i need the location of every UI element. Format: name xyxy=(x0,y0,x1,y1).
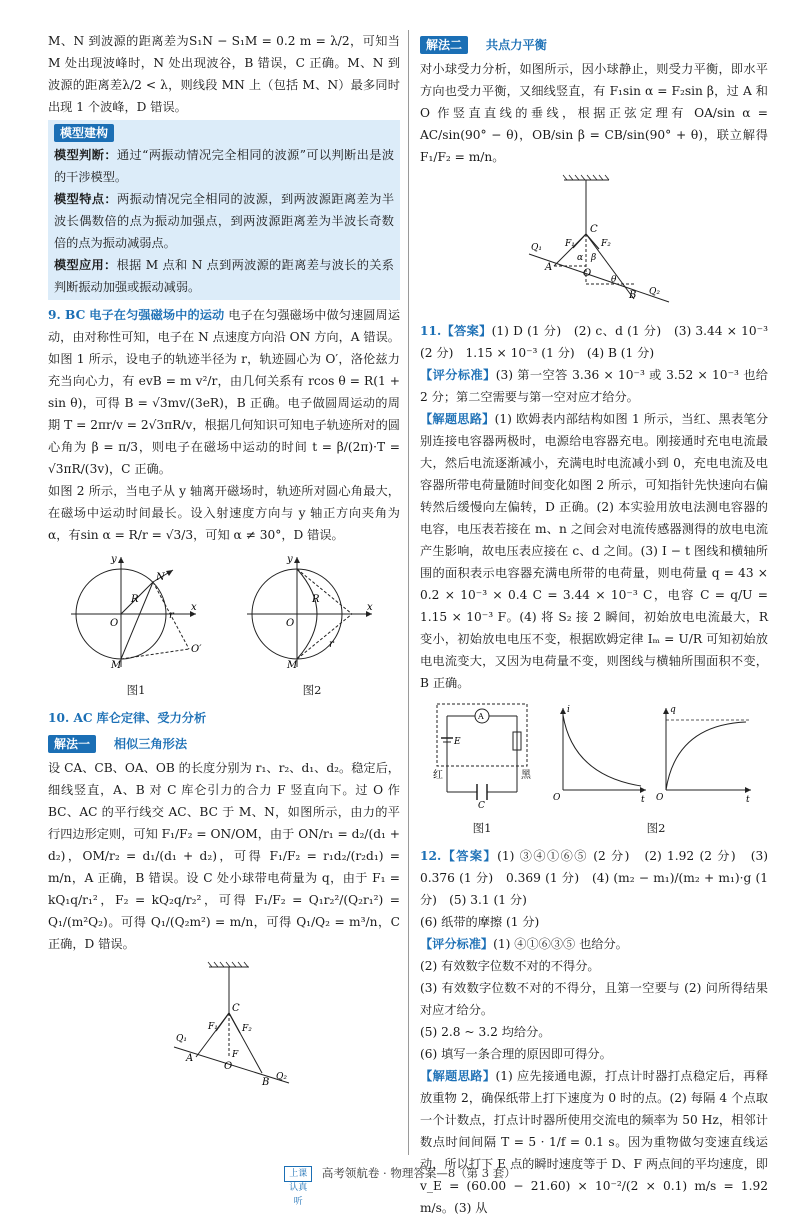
svg-text:Q₂: Q₂ xyxy=(649,287,660,297)
svg-text:F₂: F₂ xyxy=(242,1024,252,1034)
svg-text:B: B xyxy=(629,290,637,301)
model-feature-label: 模型特点： xyxy=(54,192,118,206)
q11-figures xyxy=(420,700,768,839)
svg-text:x: x xyxy=(367,602,373,613)
solution2-figure xyxy=(420,174,768,314)
svg-text:F₁: F₁ xyxy=(208,1022,218,1032)
q8-tail-paragraph: M、N 到波源的距离差为S₁N − S₁M = 0.2 m = λ/2，可知当 M 处出现波峰时，N 处出现波谷，B 错误，C 正确。M、N 到波源的距离差λ/2 < λ，则线段 MN 上（包括 M、N）最多同时出现 1 个波峰，D 错误。 xyxy=(48,34,400,114)
solution1-tag: 解法一 xyxy=(48,735,96,753)
black-probe-label: 黑 xyxy=(521,770,531,781)
svg-text:t: t xyxy=(746,795,750,805)
q9-text1: 电子在匀强磁场中做匀速圆周运动，由对称性可知，电子在 N 点速度方向沿 ON 方向，A 错误。如图 1 所示，设电子的轨迹半径为 r，轨迹圆心为 O′，洛伦兹力充当向心力，有 evB = m v²/r，由几何关系有 rcos θ = R(1 + sin θ)，可得 B = √3mv/(3eR)，B 正确。电子做圆周运动的周期 T = 2πr/v = 2√3πR/v，根据几何知识可知电子轨迹所对的圆心角为 β = π/3，则电子在磁场中运动的时间 t = β/(2π)·T = √3πR/(3v)，C 正确。 xyxy=(48,308,401,476)
svg-text:R: R xyxy=(312,594,320,605)
svg-text:M: M xyxy=(287,660,298,671)
q9-number: 9. BC xyxy=(48,308,86,322)
q12-number: 12. xyxy=(420,849,442,863)
svg-text:x: x xyxy=(191,602,197,613)
svg-text:α: α xyxy=(577,253,584,263)
q9-fig2-caption: 图2 xyxy=(302,683,322,697)
q12-standard3: (3) 有效数字位数不对的不得分，且第一空要与 (2) 问所得结果对应才给分。 xyxy=(420,981,768,1017)
q12-answer-tag: 【答案】 xyxy=(441,849,498,863)
svg-text:B: B xyxy=(262,1077,270,1088)
svg-text:C: C xyxy=(590,224,598,235)
q11-answer-tag: 【答案】 xyxy=(441,324,492,338)
svg-text:A: A xyxy=(545,262,553,273)
q11-fig2-caption: 图2 xyxy=(646,821,666,835)
svg-text:O: O xyxy=(656,793,664,803)
model-tag: 模型建构 xyxy=(54,124,114,142)
svg-text:N: N xyxy=(156,572,165,583)
q9-topic: 电子在匀强磁场中的运动 xyxy=(89,308,225,322)
q9-text2: 如图 2 所示，当电子从 y 轴离开磁场时，轨迹所对圆心角最大，在磁场中运动时间最长。设入射速度方向与 y 轴正方向夹角为 α，有sin α = R/r = √3/3，可知 α ≠ 30°，D 错误。 xyxy=(48,484,400,542)
q9-figure-2 xyxy=(237,552,387,701)
solution1-method: 相似三角形法 xyxy=(113,737,188,751)
solution2-method: 共点力平衡 xyxy=(485,38,547,52)
solution2-force-diagram xyxy=(509,174,679,314)
footer-logo: 上课认真听 xyxy=(284,1166,312,1182)
q11-figure-2 xyxy=(551,700,761,839)
q11-standard: (3) 第一空答 3.36 × 10⁻³ 或 3.52 × 10⁻³ 也给 2 分；第二空需要与第一空对应才给分。 xyxy=(420,368,768,404)
model-judge-label: 模型判断： xyxy=(54,148,117,162)
svg-text:O: O xyxy=(224,1061,233,1072)
solution2-tag: 解法二 xyxy=(420,36,468,54)
q11-number: 11. xyxy=(420,324,442,338)
q12-idea: (1) 应先接通电源，打点计时器打点稳定后，再释放重物 2，确保纸带上打下速度为 0 时的点。(2) 每隔 4 个点取一个计数点，打点计时器所使用交流电的频率为 50 Hz，相邻计数点时间间隔 T = 5 · 1/f = 0.1 s。因为重物做匀变速直线运动，所以打下 E 点的瞬时速度等于 D、F 两点间的平均速度，即 v_E = (60.00 − 21.60) × 10⁻²/(2 × 0.1) m/s = 1.92 m/s。(3) 从 xyxy=(420,1069,769,1215)
q12-standard2: (2) 有效数字位数不对的不得分。 xyxy=(420,959,600,973)
model-judge-text: 通过“两振动情况完全相同的波源”可以判断出是波的干涉模型。 xyxy=(54,148,395,184)
q10-number: 10. AC xyxy=(48,711,93,725)
q11-idea: (1) 欧姆表内部结构如图 1 所示，当红、黑表笔分别连接电容器两极时，电源给电容器充电。刚接通时充电电流最大，然后电流逐渐减小，充满电时电流减小到 0，充电电流及电容器所带电荷量随时间变化如图 2 所示，可知指针先快速向右偏转然后缓慢向左偏转，D 正确。(2) 本实验用放电法测电容器的电容，电压表若接在 m、n 之间会对电流传感器测得的放电电流产生影响，故电压表应接在 c、d 之间。(3) I − t 图线和横轴所围的面积表示电容器充满电所带的电荷量，则电荷量 q = 43 × 0.2 × 10⁻³ × 0.4 C = 3.44 × 10⁻³ C，电容 C = q/U = 1.15 × 10⁻³ F。(4) 将 S₂ 接 2 瞬间，初始放电电流最大，R 变小，初始放电电压不变，根据欧姆定律 Iₘ = U/R 可知初始放电电流变大，又因为电荷量不变，则图线与横轴所围面积不变，B 正确。 xyxy=(420,412,769,690)
q11-fig1-caption: 图1 xyxy=(472,821,492,835)
q12-standard-tag: 【评分标准】 xyxy=(420,937,494,951)
svg-text:O′: O′ xyxy=(191,644,202,655)
q11-idea-tag: 【解题思路】 xyxy=(420,412,495,426)
red-probe-label: 红 xyxy=(433,770,443,781)
q11-answer: (1) D (1 分) (2) c、d (1 分) (3) 3.44 × 10⁻³ (2 分) 1.15 × 10⁻³ (1 分) (4) B (1 分) xyxy=(420,324,768,360)
svg-text:R: R xyxy=(131,594,139,605)
svg-text:q: q xyxy=(670,705,676,715)
q10-text: 设 CA、CB、OA、OB 的长度分别为 r₁、r₂、d₁、d₂。稳定后，细线竖直，A、B 对 C 库仑引力的合力 F 竖直向下。过 O 作 BC、AC 的平行线交 AC、BC 于 M、N，如图所示，由力的平行四边形定则，可知 F₁/F₂ = ON/OM，由于 ON/r₁ = d₂/(d₁ + d₂)，OM/r₂ = d₁/(d₁ + d₂)，可得 F₁/F₂ = r₁d₂/(r₂d₁) = m/n，A 正确，B 错误。设 C 处小球带电荷量为 q，由于 F₁ = kQ₁q/r₁²，F₂ = kQ₂q/r₂²，可得 F₁/F₂ = Q₁r₂²/(Q₂r₁²) = Q₁/(m²Q₂)。可得 Q₁/(Q₂m²) = m/n，可得 Q₁/Q₂ = m³/n，C 正确，D 错误。 xyxy=(48,761,400,951)
svg-text:Q₁: Q₁ xyxy=(176,1034,187,1044)
svg-text:θ: θ xyxy=(611,275,617,285)
q9-fig1-caption: 图1 xyxy=(126,683,146,697)
q12-standard: (1) ④①⑥③⑤ 也给分。 xyxy=(493,937,628,951)
svg-text:β: β xyxy=(591,253,597,263)
page-footer xyxy=(0,1165,800,1207)
svg-text:A: A xyxy=(478,712,484,721)
solution2-text: 对小球受力分析，如图所示，因小球静止，则受力平衡，即水平方向也受力平衡，又细线竖直，有 F₁sin α = F₂sin β，过 A 和 O 作竖直直线的垂线，根据正弦定理有 OA/sin α = AC/sin(90° − θ)，OB/sin β = CB/sin(90° + θ)，联立解得 F₁/F₂ = m/n。 xyxy=(420,62,768,164)
svg-text:O: O xyxy=(583,268,592,279)
q9-figure-1 xyxy=(61,552,211,701)
svg-text:O: O xyxy=(110,618,119,629)
svg-text:i: i xyxy=(567,705,570,715)
svg-text:M: M xyxy=(111,660,122,671)
left-column xyxy=(48,30,400,1097)
q12-standard5: (6) 填写一条合理的原因即可得分。 xyxy=(420,1047,612,1061)
q9-figures xyxy=(48,552,400,701)
svg-text:O: O xyxy=(553,793,561,803)
svg-text:r: r xyxy=(329,639,334,650)
right-column xyxy=(420,30,768,1219)
svg-text:O: O xyxy=(286,618,295,629)
q12-answer2: (6) 纸带的摩擦 (1 分) xyxy=(420,915,540,929)
q11-figure-1 xyxy=(427,700,537,839)
svg-text:y: y xyxy=(111,554,117,565)
q12-answer: (1) ③④①⑥⑤ (2 分) (2) 1.92 (2 分) (3) 0.376 (1 分) 0.369 (1 分) (4) (m₂ − m₁)/(m₂ + m₁)·g (1 分) (5) 3.1 (1 分) xyxy=(420,849,769,907)
model-apply-label: 模型应用： xyxy=(54,258,117,272)
q12-idea-tag: 【解题思路】 xyxy=(420,1069,496,1083)
svg-text:C: C xyxy=(478,801,485,810)
svg-text:r: r xyxy=(169,610,174,621)
svg-text:A: A xyxy=(186,1053,194,1064)
model-feature-text: 两振动情况完全相同的波源，到两波源距离差为半波长偶数倍的点为振动加强点，到两波源距离差为半波长奇数倍的点为振动减弱点。 xyxy=(54,192,395,250)
q12-standard4: (5) 2.8 ~ 3.2 均给分。 xyxy=(420,1025,551,1039)
svg-text:Q₁: Q₁ xyxy=(531,243,542,253)
svg-text:F: F xyxy=(232,1050,239,1060)
model-apply-text: 根据 M 点和 N 点到两波源的距离差与波长的关系判断振动加强或振动减弱。 xyxy=(54,258,394,294)
q11-standard-tag: 【评分标准】 xyxy=(420,368,496,382)
column-divider xyxy=(408,30,409,1155)
q10-figure xyxy=(48,961,400,1091)
q10-topic: 库仑定律、受力分析 xyxy=(96,711,207,725)
svg-text:Q₂: Q₂ xyxy=(276,1072,287,1082)
svg-text:F₂: F₂ xyxy=(601,239,611,249)
svg-text:E: E xyxy=(454,737,461,747)
svg-text:F₁: F₁ xyxy=(565,239,575,249)
q10-force-diagram xyxy=(154,961,294,1091)
svg-text:y: y xyxy=(287,554,293,565)
model-box xyxy=(48,120,400,300)
svg-text:C: C xyxy=(232,1003,240,1014)
footer-text: 高考领航卷 · 物理答案—8（第 3 套） xyxy=(321,1166,516,1180)
svg-text:t: t xyxy=(641,795,645,805)
